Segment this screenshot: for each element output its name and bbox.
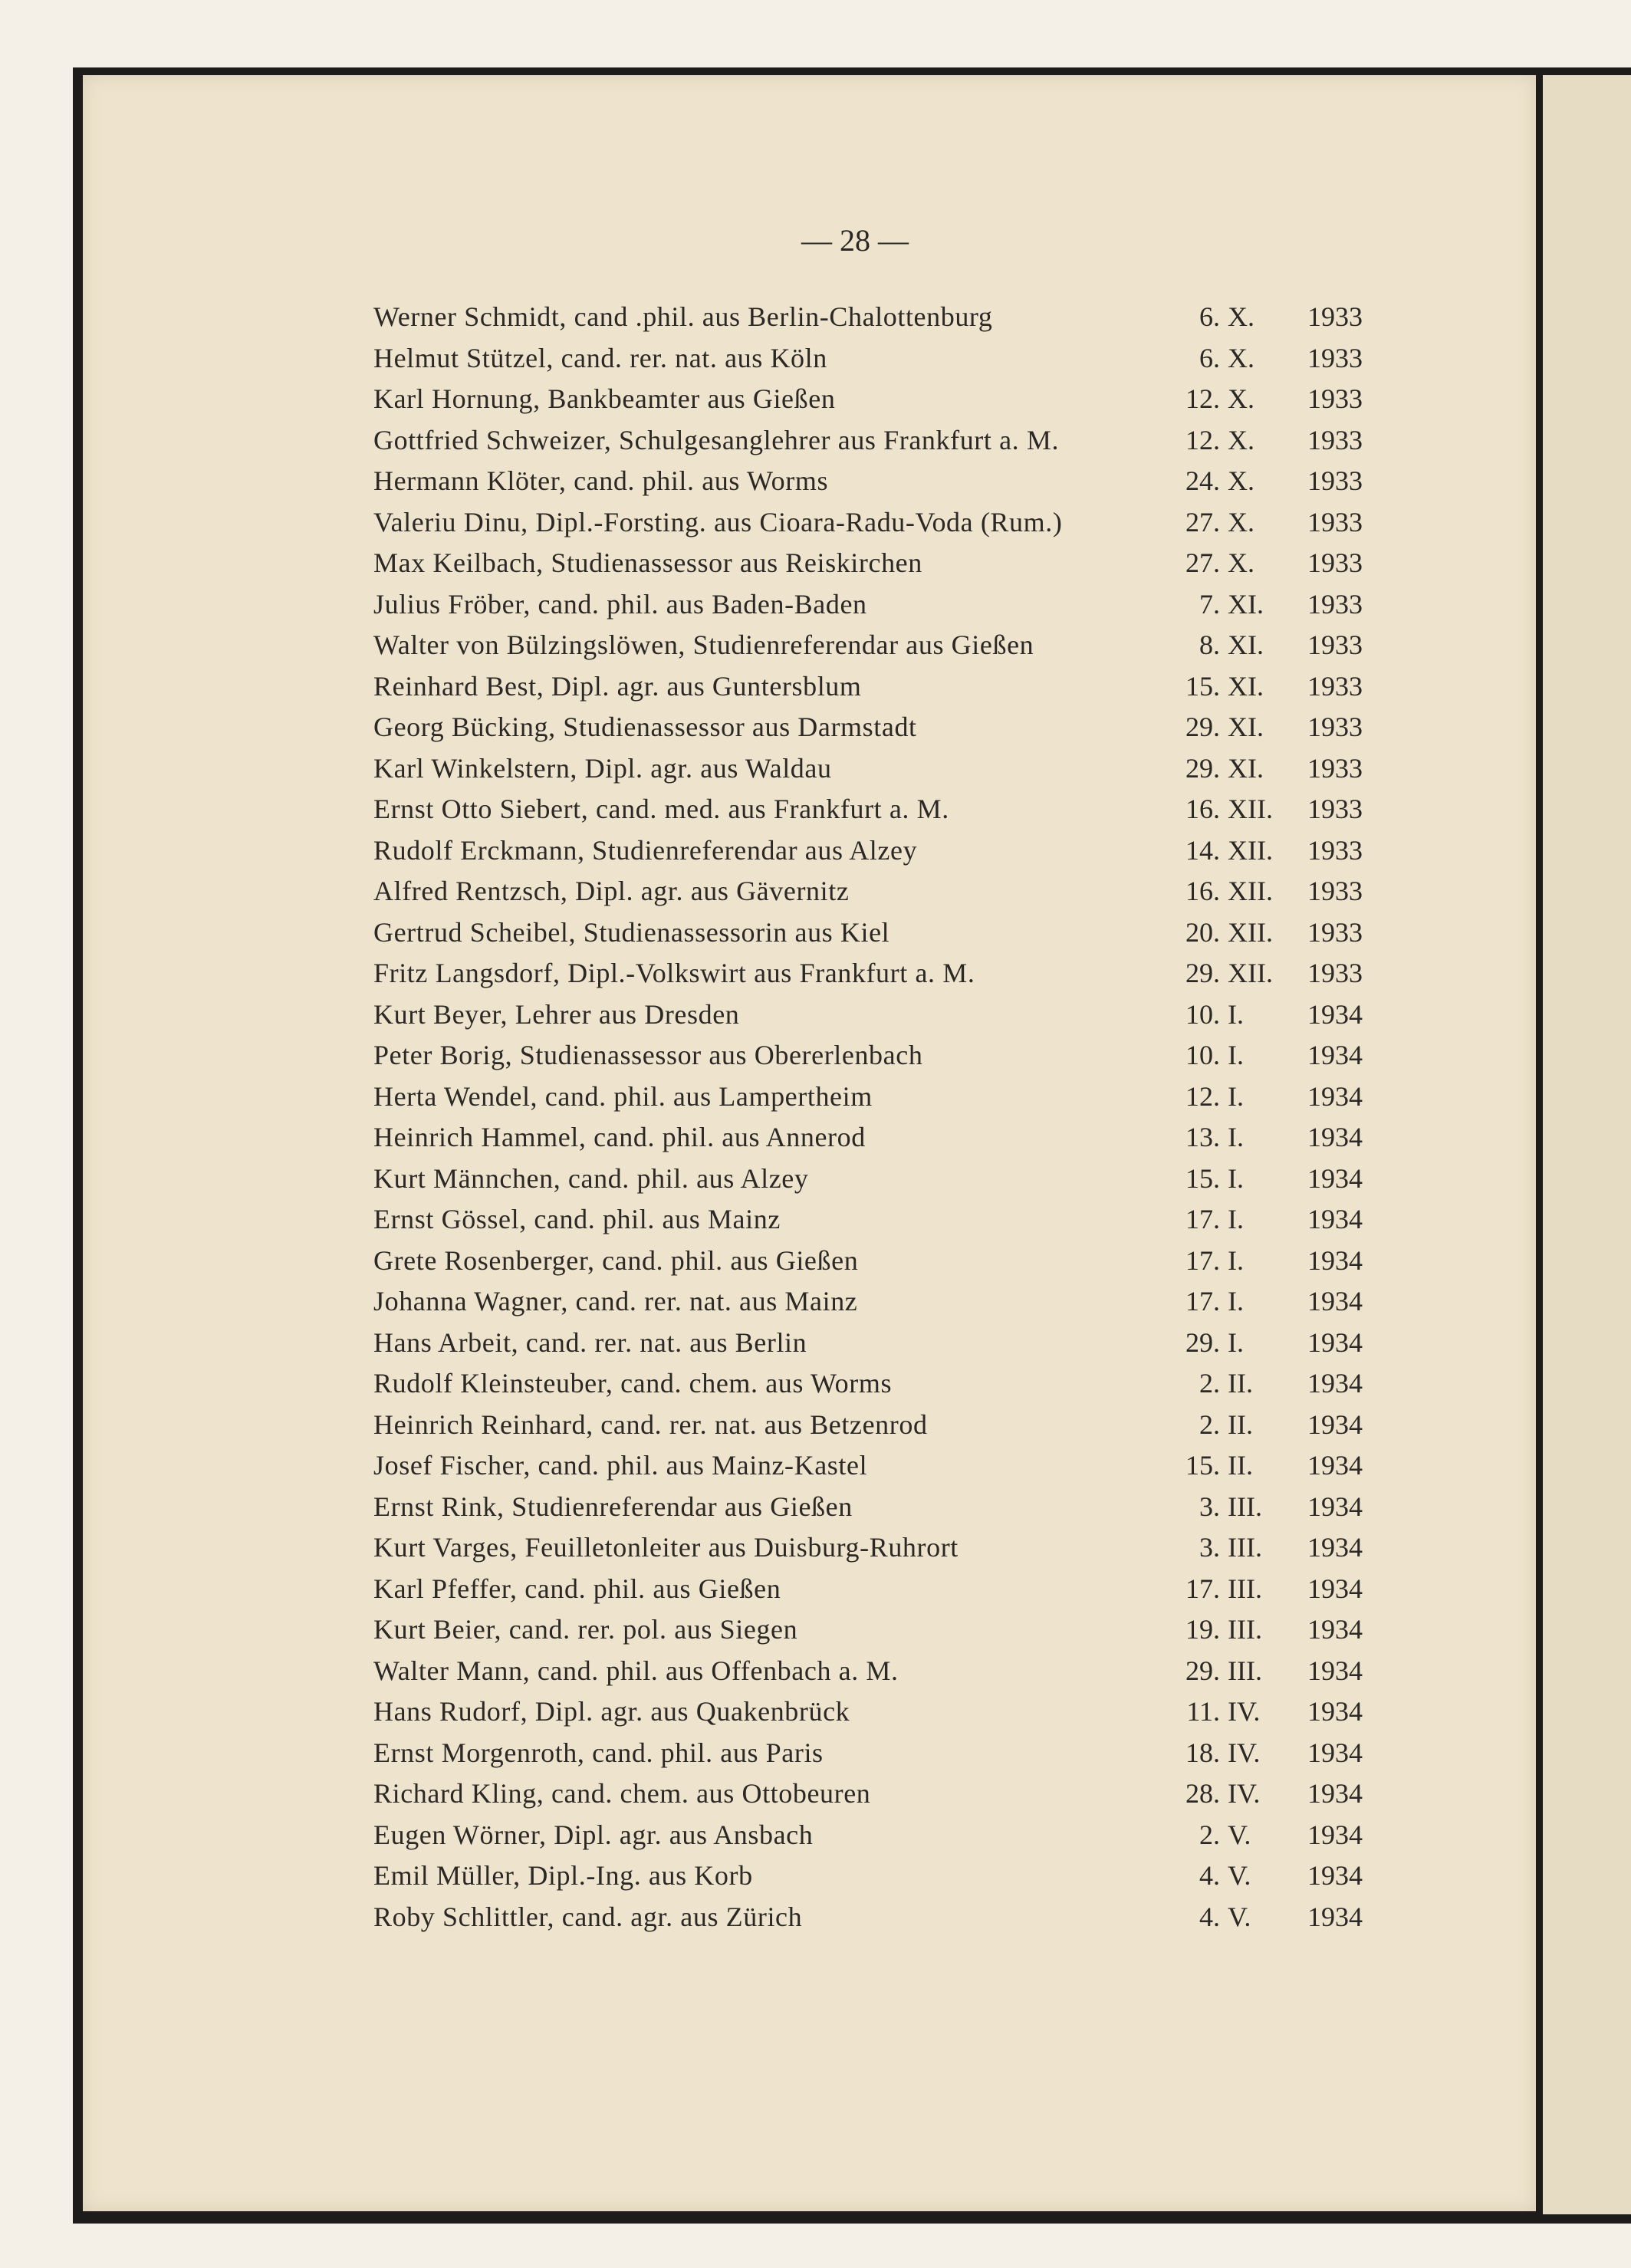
entry-day: 16. xyxy=(1185,876,1220,906)
entry-month: III. xyxy=(1228,1532,1262,1563)
list-item xyxy=(373,1527,1370,1569)
entry-month: X. xyxy=(1228,506,1254,537)
entry-year: 1934 xyxy=(1307,1532,1363,1563)
entry-month: IV. xyxy=(1228,1778,1261,1809)
entry-name-and-title: Walter von Bülzingslöwen, Studienreferendar aus Gießen xyxy=(373,629,1034,660)
entry-name-and-title: Walter Mann, cand. phil. aus Offenbach a. M. xyxy=(373,1655,899,1686)
entry-day: 17. xyxy=(1185,1286,1220,1316)
entry-month: V. xyxy=(1228,1819,1251,1850)
entry-month: III. xyxy=(1228,1573,1262,1604)
entry-year: 1934 xyxy=(1307,1737,1363,1768)
list-item xyxy=(373,502,1370,544)
entry-name-and-title: Valeriu Dinu, Dipl.-Forsting. aus Cioara-Radu-Voda (Rum.) xyxy=(373,506,1063,537)
entry-year: 1933 xyxy=(1307,752,1363,784)
entry-year: 1934 xyxy=(1307,1901,1363,1932)
entry-name-and-title: Hermann Klöter, cand. phil. aus Worms xyxy=(373,465,829,496)
entry-year: 1934 xyxy=(1307,1040,1363,1070)
entry-name-and-title: Ernst Otto Siebert, cand. med. aus Frankfurt a. M. xyxy=(373,794,949,824)
entry-month: I. xyxy=(1228,1080,1244,1112)
entry-year: 1933 xyxy=(1307,834,1363,866)
list-item xyxy=(373,1363,1370,1405)
entry-month: X. xyxy=(1228,301,1254,332)
entry-month: V. xyxy=(1228,1901,1251,1932)
entry-name-and-title: Fritz Langsdorf, Dipl.-Volkswirt aus Frankfurt a. M. xyxy=(373,958,975,988)
list-item xyxy=(373,1323,1370,1364)
entry-name-and-title: Kurt Beier, cand. rer. pol. aus Siegen xyxy=(373,1614,798,1645)
entry-month: I. xyxy=(1228,1286,1244,1316)
list-item xyxy=(373,1076,1370,1118)
list-item xyxy=(373,1445,1370,1487)
entry-day: 24. xyxy=(1185,465,1220,496)
entry-name-and-title: Richard Kling, cand. chem. aus Ottobeuren xyxy=(373,1778,871,1809)
entry-year: 1933 xyxy=(1307,876,1363,906)
entry-year: 1933 xyxy=(1307,958,1363,988)
entry-year: 1933 xyxy=(1307,588,1363,620)
entry-name-and-title: Kurt Varges, Feuilletonleiter aus Duisburg-Ruhrort xyxy=(373,1532,959,1563)
entry-year: 1933 xyxy=(1307,670,1363,702)
entry-month: XII. xyxy=(1228,876,1273,906)
entry-day: 2. xyxy=(1199,1408,1220,1440)
entry-month: I. xyxy=(1228,1326,1244,1358)
entry-day: 29. xyxy=(1185,712,1220,742)
entry-year: 1934 xyxy=(1307,1286,1363,1316)
entry-day: 15. xyxy=(1185,670,1220,702)
entry-name-and-title: Grete Rosenberger, cand. phil. aus Gießen xyxy=(373,1244,859,1276)
entry-month: II. xyxy=(1228,1408,1253,1440)
entry-month: I. xyxy=(1228,1122,1244,1152)
entry-month: XI. xyxy=(1228,588,1264,620)
entry-day: 4. xyxy=(1199,1901,1220,1932)
entry-day: 18. xyxy=(1185,1737,1220,1768)
entry-year: 1934 xyxy=(1307,1162,1363,1194)
entry-name-and-title: Heinrich Hammel, cand. phil. aus Annerod xyxy=(373,1122,866,1152)
entry-day: 17. xyxy=(1185,1204,1220,1234)
list-item xyxy=(373,584,1370,626)
entry-name-and-title: Hans Arbeit, cand. rer. nat. aus Berlin xyxy=(373,1326,807,1358)
entry-year: 1934 xyxy=(1307,1491,1363,1522)
entry-name-and-title: Karl Winkelstern, Dipl. agr. aus Waldau xyxy=(373,752,832,784)
entry-day: 29. xyxy=(1185,1326,1220,1358)
entry-year: 1934 xyxy=(1307,1408,1363,1440)
entry-year: 1934 xyxy=(1307,1860,1363,1891)
list-item xyxy=(373,1487,1370,1528)
entry-day: 6. xyxy=(1199,342,1220,373)
entry-name-and-title: Ernst Rink, Studienreferendar aus Gießen xyxy=(373,1491,853,1522)
entry-day: 15. xyxy=(1185,1162,1220,1194)
entry-name-and-title: Rudolf Kleinsteuber, cand. chem. aus Worms xyxy=(373,1368,893,1399)
entry-name-and-title: Ernst Morgenroth, cand. phil. aus Paris xyxy=(373,1737,824,1768)
entry-year: 1934 xyxy=(1307,1080,1363,1112)
entry-month: III. xyxy=(1228,1614,1262,1645)
entry-month: I. xyxy=(1228,1244,1244,1276)
entry-month: I. xyxy=(1228,1162,1244,1194)
entry-name-and-title: Roby Schlittler, cand. agr. aus Zürich xyxy=(373,1901,803,1932)
entry-day: 12. xyxy=(1185,1080,1220,1112)
entry-name-and-title: Ernst Gössel, cand. phil. aus Mainz xyxy=(373,1204,781,1234)
entry-name-and-title: Eugen Wörner, Dipl. agr. aus Ansbach xyxy=(373,1819,814,1850)
entry-year: 1934 xyxy=(1307,1122,1363,1152)
entry-year: 1934 xyxy=(1307,1614,1363,1645)
entry-year: 1933 xyxy=(1307,506,1363,537)
list-item xyxy=(373,297,1370,338)
entry-name-and-title: Peter Borig, Studienassessor aus Obererlenbach xyxy=(373,1040,923,1070)
list-item xyxy=(373,543,1370,584)
entry-month: XII. xyxy=(1228,916,1273,948)
entry-year: 1933 xyxy=(1307,383,1363,414)
entry-name-and-title: Hans Rudorf, Dipl. agr. aus Quakenbrück xyxy=(373,1696,850,1727)
entry-day: 6. xyxy=(1199,301,1220,332)
list-item xyxy=(373,830,1370,872)
entry-name-and-title: Rudolf Erckmann, Studienreferendar aus Alzey xyxy=(373,834,918,866)
entry-day: 27. xyxy=(1185,547,1220,578)
list-item xyxy=(373,625,1370,666)
entry-day: 19. xyxy=(1185,1614,1220,1645)
entry-day: 3. xyxy=(1199,1532,1220,1563)
entry-month: II. xyxy=(1228,1450,1253,1481)
entry-year: 1933 xyxy=(1307,794,1363,824)
entry-month: III. xyxy=(1228,1491,1262,1522)
entry-day: 8. xyxy=(1199,629,1220,660)
entry-name-and-title: Werner Schmidt, cand .phil. aus Berlin-Chalottenburg xyxy=(373,301,993,332)
entry-year: 1934 xyxy=(1307,1655,1363,1686)
list-item xyxy=(373,1035,1370,1076)
entry-name-and-title: Alfred Rentzsch, Dipl. agr. aus Gävernitz xyxy=(373,876,850,906)
entry-year: 1933 xyxy=(1307,547,1363,578)
entry-day: 17. xyxy=(1185,1573,1220,1604)
list-item xyxy=(373,871,1370,912)
entry-day: 28. xyxy=(1185,1778,1220,1809)
entry-month: IV. xyxy=(1228,1737,1261,1768)
entry-day: 16. xyxy=(1185,794,1220,824)
list-item xyxy=(373,1691,1370,1733)
entry-day: 15. xyxy=(1185,1450,1220,1481)
entry-year: 1934 xyxy=(1307,1696,1363,1727)
entry-month: XII. xyxy=(1228,794,1273,824)
entry-year: 1934 xyxy=(1307,1450,1363,1481)
page-number: — 28 — xyxy=(801,223,909,258)
entry-day: 3. xyxy=(1199,1491,1220,1522)
list-item xyxy=(373,748,1370,790)
list-item xyxy=(373,953,1370,994)
entry-month: X. xyxy=(1228,547,1254,578)
list-item xyxy=(373,1405,1370,1446)
list-item xyxy=(373,1159,1370,1200)
entry-day: 17. xyxy=(1185,1244,1220,1276)
entry-day: 29. xyxy=(1185,752,1220,784)
entry-year: 1934 xyxy=(1307,1326,1363,1358)
entry-day: 11. xyxy=(1186,1696,1220,1727)
list-item xyxy=(373,1815,1370,1856)
list-item xyxy=(373,1733,1370,1774)
entry-name-and-title: Max Keilbach, Studienassessor aus Reiskirchen xyxy=(373,547,922,578)
entry-year: 1934 xyxy=(1307,1819,1363,1850)
entry-name-and-title: Heinrich Reinhard, cand. rer. nat. aus Betzenrod xyxy=(373,1408,928,1440)
list-item xyxy=(373,1117,1370,1159)
entry-month: XI. xyxy=(1228,712,1264,742)
entry-name-and-title: Georg Bücking, Studienassessor aus Darmstadt xyxy=(373,712,917,742)
list-item xyxy=(373,338,1370,380)
list-item xyxy=(373,1897,1370,1938)
list-item xyxy=(373,420,1370,462)
list-item xyxy=(373,1281,1370,1323)
entry-day: 7. xyxy=(1199,588,1220,620)
entry-day: 29. xyxy=(1185,958,1220,988)
entry-year: 1933 xyxy=(1307,916,1363,948)
list-item xyxy=(373,1855,1370,1897)
entry-day: 20. xyxy=(1185,916,1220,948)
entry-day: 13. xyxy=(1185,1122,1220,1152)
list-item xyxy=(373,1609,1370,1651)
entry-year: 1933 xyxy=(1307,424,1363,455)
list-item xyxy=(373,666,1370,708)
entry-month: II. xyxy=(1228,1368,1253,1399)
entry-day: 2. xyxy=(1199,1819,1220,1850)
entry-year: 1934 xyxy=(1307,998,1363,1030)
entry-day: 4. xyxy=(1199,1860,1220,1891)
entry-year: 1934 xyxy=(1307,1368,1363,1399)
list-item xyxy=(373,707,1370,748)
entry-day: 12. xyxy=(1185,424,1220,455)
entry-name-and-title: Emil Müller, Dipl.-Ing. aus Korb xyxy=(373,1860,753,1891)
entry-month: IV. xyxy=(1228,1696,1261,1727)
entry-name-and-title: Johanna Wagner, cand. rer. nat. aus Mainz xyxy=(373,1286,858,1316)
entry-day: 2. xyxy=(1199,1368,1220,1399)
entry-month: XI. xyxy=(1228,752,1264,784)
list-item xyxy=(373,912,1370,954)
list-item xyxy=(373,1773,1370,1815)
entry-day: 12. xyxy=(1185,383,1220,414)
entry-name-and-title: Kurt Beyer, Lehrer aus Dresden xyxy=(373,998,740,1030)
entry-year: 1934 xyxy=(1307,1244,1363,1276)
list-item xyxy=(373,1199,1370,1241)
entry-month: I. xyxy=(1228,1040,1244,1070)
entry-name-and-title: Helmut Stützel, cand. rer. nat. aus Köln xyxy=(373,342,827,373)
entry-name-and-title: Herta Wendel, cand. phil. aus Lampertheim xyxy=(373,1080,873,1112)
entry-day: 14. xyxy=(1185,834,1220,866)
entry-day: 27. xyxy=(1185,506,1220,537)
entry-month: XI. xyxy=(1228,670,1264,702)
entry-name-and-title: Karl Pfeffer, cand. phil. aus Gießen xyxy=(373,1573,781,1604)
entry-name-and-title: Gottfried Schweizer, Schulgesanglehrer aus Frankfurt a. M. xyxy=(373,424,1060,455)
list-item xyxy=(373,461,1370,502)
entry-month: X. xyxy=(1228,465,1254,496)
entry-name-and-title: Josef Fischer, cand. phil. aus Mainz-Kastel xyxy=(373,1450,868,1481)
entry-name-and-title: Julius Fröber, cand. phil. aus Baden-Baden xyxy=(373,588,867,620)
entry-month: XII. xyxy=(1228,958,1273,988)
entry-month: III. xyxy=(1228,1655,1262,1686)
entry-name-and-title: Reinhard Best, Dipl. agr. aus Guntersblum xyxy=(373,670,862,702)
doctoral-candidates-list xyxy=(373,297,1370,1938)
entry-month: X. xyxy=(1228,342,1254,373)
list-item xyxy=(373,379,1370,420)
entry-month: V. xyxy=(1228,1860,1251,1891)
entry-year: 1933 xyxy=(1307,301,1363,332)
entry-month: XII. xyxy=(1228,834,1273,866)
entry-month: X. xyxy=(1228,383,1254,414)
entry-year: 1934 xyxy=(1307,1573,1363,1604)
list-item xyxy=(373,1569,1370,1610)
entry-year: 1933 xyxy=(1307,465,1363,496)
adjacent-page-edge xyxy=(1543,75,1631,2214)
list-item xyxy=(373,994,1370,1036)
entry-day: 10. xyxy=(1185,1040,1220,1070)
entry-year: 1933 xyxy=(1307,629,1363,660)
entry-year: 1933 xyxy=(1307,342,1363,373)
entry-name-and-title: Gertrud Scheibel, Studienassessorin aus Kiel xyxy=(373,916,890,948)
entry-month: I. xyxy=(1228,998,1244,1030)
list-item xyxy=(373,1651,1370,1692)
entry-day: 29. xyxy=(1185,1655,1220,1686)
list-item xyxy=(373,789,1370,830)
entry-day: 10. xyxy=(1185,998,1220,1030)
list-item xyxy=(373,1241,1370,1282)
entry-month: XI. xyxy=(1228,629,1264,660)
entry-month: X. xyxy=(1228,424,1254,455)
entry-name-and-title: Karl Hornung, Bankbeamter aus Gießen xyxy=(373,383,836,414)
entry-year: 1934 xyxy=(1307,1204,1363,1234)
entry-month: I. xyxy=(1228,1204,1244,1234)
entry-year: 1933 xyxy=(1307,712,1363,742)
entry-name-and-title: Kurt Männchen, cand. phil. aus Alzey xyxy=(373,1162,809,1194)
entry-year: 1934 xyxy=(1307,1778,1363,1809)
